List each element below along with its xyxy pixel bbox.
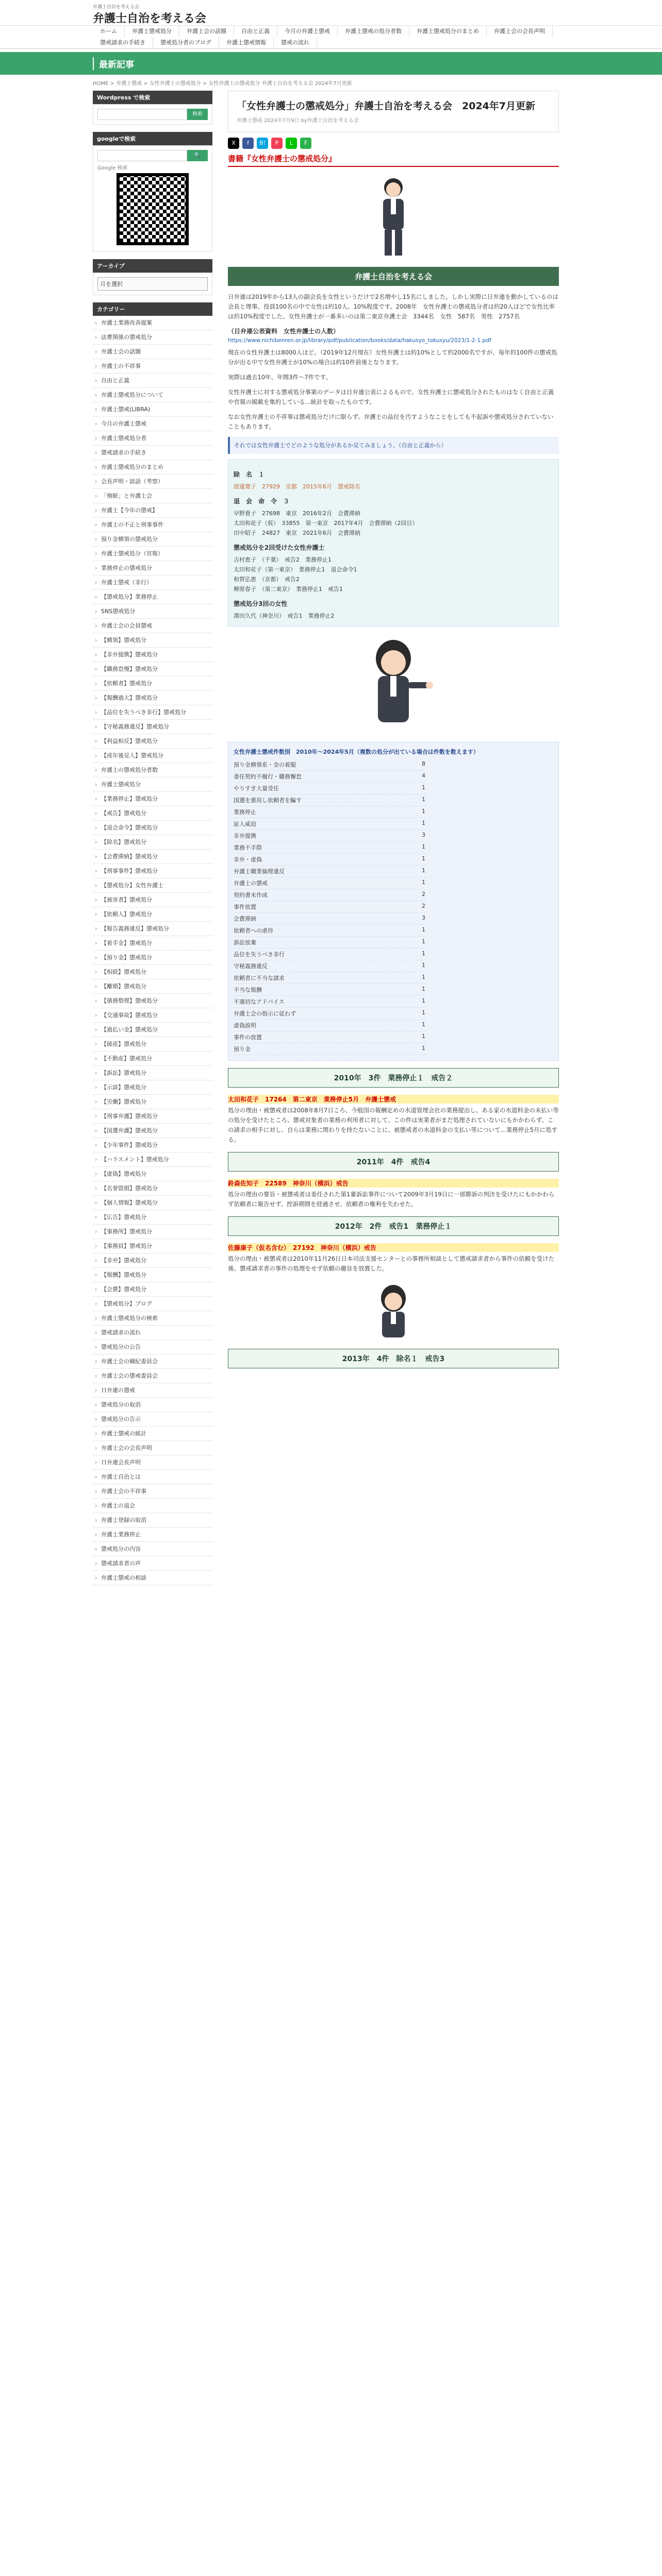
- category-item[interactable]: › 【過払い金】懲戒処分: [93, 1023, 212, 1037]
- category-item[interactable]: › 【事務所】懲戒処分: [93, 1225, 212, 1239]
- category-item[interactable]: › 懲戒処分の内容: [93, 1542, 212, 1556]
- case-type: 事件の放置: [234, 1034, 262, 1041]
- category-item[interactable]: › SNS懲戒処分: [93, 604, 212, 619]
- case-type: 不適切なアドバイス: [234, 998, 285, 1005]
- case-count-row: [234, 889, 425, 901]
- category-item[interactable]: › 【訴訟】懲戒処分: [93, 1066, 212, 1080]
- case-body: 処分の理由・被懲戒者は2008年8月7日ころ、今般国の報酬定めの水道管理会社の業務提出し、ある家の水道料金の未払い等の処分を受けたところ、懲戒対象者の業務の利用者に対して、この件は実業者がまだ処理されていないにもかかわらず、この請求の相手に対し、自らは業務に関わりを持たないことに、被懲戒者の水道料金の支払い等について...業務停止5月に処する。: [228, 1107, 559, 1143]
- woman-pointing-illustration: [228, 633, 559, 736]
- category-item[interactable]: › 弁護士懲戒の統計: [93, 1427, 212, 1441]
- case-type: 依頼者への虐待: [234, 927, 273, 934]
- nav-item[interactable]: 弁護士会の話題: [179, 26, 234, 37]
- nav-item[interactable]: 弁護士懲戒の処分者数: [338, 26, 409, 37]
- case-type: 不当な報酬: [234, 987, 262, 993]
- category-item[interactable]: › 弁護士懲戒の相談: [93, 1571, 212, 1585]
- case-type: 会費滞納: [234, 916, 256, 922]
- case-count: 1: [422, 926, 425, 933]
- case-count-row: [234, 984, 425, 996]
- category-item[interactable]: › 【虚偽】懲戒処分: [93, 1167, 212, 1181]
- nav-item[interactable]: 懲戒請求の手続き: [93, 37, 153, 48]
- paragraph-2: 現在の女性弁護士は8000人ほど。（2019年12月現在）女性弁護士は約10%として約2000名ですが、毎年約100件の懲戒処分が出る中で女性弁護士が10%の場合は約10件前後となります。: [228, 349, 557, 366]
- category-item[interactable]: › 弁護士会の会員懲戒: [93, 619, 212, 633]
- case-type: 事件放置: [234, 904, 256, 910]
- category-item[interactable]: › 今月の弁護士懲戒: [93, 417, 212, 431]
- line-icon[interactable]: L: [286, 138, 297, 149]
- category-item[interactable]: › 日弁連の懲戒: [93, 1383, 212, 1398]
- case-count: 2: [422, 891, 425, 897]
- case-type: 依頼者に不当な請求: [234, 975, 285, 981]
- feedly-icon[interactable]: F: [300, 138, 311, 149]
- case-type: 弁護士会の指示に従わず: [234, 1010, 296, 1017]
- category-item[interactable]: › 弁護士懲戒（非行）: [93, 575, 212, 590]
- category-item[interactable]: › 【品位を失うべき非行】懲戒処分: [93, 705, 212, 720]
- category-item[interactable]: › 【少年事件】懲戒処分: [93, 1138, 212, 1153]
- category-item[interactable]: › 弁護士自治とは: [93, 1470, 212, 1484]
- source-label: （日弁連公表資料 女性弁護士の人数）: [228, 328, 340, 335]
- case-type: 委任契約不履行・職務懈怠: [234, 773, 302, 780]
- category-item[interactable]: › 【債務整理】懲戒処分: [93, 994, 212, 1008]
- case-count-row: [234, 759, 425, 771]
- x-icon[interactable]: X: [228, 138, 239, 149]
- post-header: [228, 91, 559, 132]
- category-item[interactable]: › 弁護士懲戒処分者: [93, 431, 212, 446]
- category-item[interactable]: › 【非弁提携】懲戒処分: [93, 648, 212, 662]
- category-item[interactable]: › 【破産】懲戒処分: [93, 1037, 212, 1052]
- case-count: 1: [422, 1045, 425, 1052]
- category-item[interactable]: › 弁護士会の綱紀委員会: [93, 1354, 212, 1369]
- archive-widget: [93, 259, 212, 295]
- wp-search-title: Wordpress で検索: [93, 91, 212, 104]
- case-count-row: [234, 830, 425, 842]
- category-item[interactable]: › 【預り金】懲戒処分: [93, 951, 212, 965]
- google-search-title: googleで検索: [93, 132, 212, 145]
- case-count-row: [234, 842, 425, 854]
- case-heading: 佐藤康子（仮名含む） 27192 神奈川（横浜）戒告: [228, 1243, 559, 1252]
- category-item[interactable]: › 【会費滞納】懲戒処分: [93, 850, 212, 864]
- category-item[interactable]: › 【除名】懲戒処分: [93, 835, 212, 850]
- category-item[interactable]: › 懲戒請求の流れ: [93, 1326, 212, 1340]
- case-count-row: [234, 1043, 425, 1055]
- case-type: 非弁・虚偽: [234, 856, 262, 863]
- pocket-icon[interactable]: P: [271, 138, 283, 149]
- category-item[interactable]: › 弁護士懲戒(LIBRA): [93, 402, 212, 417]
- note-box: それでは女性弁護士でどのような処分があるか見てみましょう。（自由と正義から）: [228, 437, 559, 454]
- category-item[interactable]: › 弁護士の不正と刑事事件: [93, 518, 212, 532]
- category-item[interactable]: › 【非弁】懲戒処分: [93, 1253, 212, 1268]
- category-list: [93, 316, 212, 1585]
- year-heading: 2012年 2件 戒告1 業務停止１: [228, 1216, 559, 1236]
- case-type: 証人威迫: [234, 821, 256, 827]
- global-nav: [0, 26, 662, 49]
- category-item[interactable]: › 弁護士登録の取消: [93, 1513, 212, 1528]
- category-item[interactable]: › 【依頼者】懲戒処分: [93, 676, 212, 691]
- case-type: 守秘義務違反: [234, 963, 268, 970]
- case-count: 1: [422, 1009, 425, 1016]
- hatena-icon[interactable]: B!: [257, 138, 268, 149]
- woman-illustration: [228, 1280, 559, 1342]
- google-search-widget: [93, 132, 212, 252]
- category-title: カテゴリー: [93, 302, 212, 316]
- category-item[interactable]: › 【会費】懲戒処分: [93, 1282, 212, 1297]
- source-link[interactable]: https://www.nichibenren.or.jp/library/pdf/publication/books/data/hakusyo_tokusyu/2023/1-2-1.pdf: [228, 337, 491, 344]
- summary-row: 澤田久代（神奈川） 戒告1 業務停止2: [234, 613, 335, 619]
- case-count: 4: [422, 772, 425, 779]
- site-title[interactable]: 弁護士自治を考える会: [93, 12, 207, 25]
- case-count: 1: [422, 855, 425, 862]
- case-type: 品位を失うべき非行: [234, 951, 285, 958]
- category-item[interactable]: › 【報酬過大】懲戒処分: [93, 691, 212, 705]
- case-type: 非弁提携: [234, 833, 256, 839]
- category-item[interactable]: › 【着手金】懲戒処分: [93, 936, 212, 951]
- wp-search-button[interactable]: 検索: [187, 109, 208, 120]
- woman-illustration: [228, 173, 559, 261]
- category-item[interactable]: › 【懲戒処分】女性弁護士: [93, 878, 212, 893]
- case-count: 3: [422, 914, 425, 921]
- category-item[interactable]: › 弁護士の懲戒処分者数: [93, 763, 212, 777]
- case-count-row: [234, 1020, 425, 1031]
- google-search-button[interactable]: 🔍: [187, 150, 208, 161]
- category-item[interactable]: › 懲戒処分の取消: [93, 1398, 212, 1412]
- case-count: 1: [422, 820, 425, 826]
- summary-row: 和賀弘恵 （京都） 戒告2: [234, 576, 300, 583]
- google-search-input[interactable]: [97, 150, 187, 161]
- case-count: 1: [422, 974, 425, 980]
- case-count-row: [234, 806, 425, 818]
- thrice-heading: 懲戒処分3回の女性: [234, 600, 288, 607]
- case-count-row: [234, 854, 425, 866]
- category-item[interactable]: › 弁護士の不祥事: [93, 359, 212, 374]
- year-heading: 2011年 4件 戒告4: [228, 1152, 559, 1172]
- category-item[interactable]: › 【交通事故】懲戒処分: [93, 1008, 212, 1023]
- category-item[interactable]: › 弁護士懲戒処分について: [93, 388, 212, 402]
- category-item[interactable]: › 【広告】懲戒処分: [93, 1210, 212, 1225]
- category-item[interactable]: › 【刑事事件】懲戒処分: [93, 864, 212, 878]
- category-item[interactable]: › 【名誉毀損】懲戒処分: [93, 1181, 212, 1196]
- case-count: 1: [422, 938, 425, 945]
- category-item[interactable]: › 【懲戒処分】ブログ: [93, 1297, 212, 1311]
- qr-code-image: [117, 173, 189, 245]
- nav-item[interactable]: 弁護士懲戒情報: [219, 37, 274, 48]
- summary-row: 柳原春子 （第二東京） 業務停止1 戒告1: [234, 586, 343, 592]
- case-type: 弁護士の懲戒: [234, 880, 268, 887]
- category-item[interactable]: › 法曹関係の懲戒処分: [93, 330, 212, 345]
- nav-item[interactable]: 今月の弁護士懲戒: [277, 26, 338, 37]
- case-count: 1: [422, 962, 425, 969]
- category-widget: [93, 302, 212, 1585]
- category-item[interactable]: › 【離婚】懲戒処分: [93, 979, 212, 994]
- case-count-row: [234, 771, 425, 783]
- category-item[interactable]: › 【刑事弁護】懲戒処分: [93, 1109, 212, 1124]
- summary-row: 田中昭子 24827 東京 2021年6月 会費滞納: [234, 530, 360, 536]
- category-item[interactable]: › 自由と正義: [93, 374, 212, 388]
- post-title: 「女性弁護士の懲戒処分」弁護士自治を考える会 2024年7月更新: [237, 100, 536, 112]
- category-item[interactable]: › 【示談】懲戒処分: [93, 1080, 212, 1095]
- case-count: 8: [422, 760, 425, 767]
- nav-item[interactable]: 弁護士会の会長声明: [487, 26, 553, 37]
- nav-item[interactable]: 自由と正義: [234, 26, 277, 37]
- category-item[interactable]: › 【ハラスメント】懲戒処分: [93, 1153, 212, 1167]
- category-item[interactable]: › 弁護士の退会: [93, 1499, 212, 1513]
- case-count: 1: [422, 1021, 425, 1028]
- category-item[interactable]: › 【不動産】懲戒処分: [93, 1052, 212, 1066]
- category-item[interactable]: › 弁護士【今年の懲戒】: [93, 503, 212, 518]
- category-item[interactable]: › 弁護士業務改善提案: [93, 316, 212, 330]
- case-count-row: [234, 1031, 425, 1043]
- wp-search-input[interactable]: [97, 109, 187, 120]
- category-item[interactable]: › 【職務怠慢】懲戒処分: [93, 662, 212, 676]
- category-item[interactable]: › 【相続】懲戒処分: [93, 965, 212, 979]
- case-count-row: [234, 783, 425, 794]
- case-count-row: [234, 913, 425, 925]
- case-count: 2: [422, 903, 425, 909]
- case-count: 1: [422, 879, 425, 886]
- main-content: [228, 91, 559, 1592]
- post-meta: 弁護士懲戒 2024年7月9日 by弁護士自治を考える会: [237, 118, 359, 124]
- nav-item[interactable]: ホーム: [93, 26, 125, 37]
- paragraph-5: なお女性弁護士の不祥事は懲戒処分だけに限らず、弁護士の品位を汚すようなことをしても不起訴や懲戒処分されていないこともあります。: [228, 413, 554, 430]
- category-item[interactable]: › 【退会命令】懲戒処分: [93, 821, 212, 835]
- nav-item[interactable]: 懲戒処分者のブログ: [153, 37, 219, 48]
- category-item[interactable]: › 懲戒請求者の声: [93, 1556, 212, 1571]
- banner-label: 最新記事: [93, 57, 134, 70]
- category-item[interactable]: › 業務停止の懲戒処分: [93, 561, 212, 575]
- category-item[interactable]: › 懲戒処分の公告: [93, 1340, 212, 1354]
- share-buttons: [228, 138, 559, 149]
- facebook-icon[interactable]: f: [242, 138, 254, 149]
- case-count-row: [234, 866, 425, 877]
- expulsion-entry: 渡邊寛子 27929 京都 2015年6月 懲戒除名: [234, 483, 360, 490]
- case-count-row: [234, 996, 425, 1008]
- nav-item[interactable]: 弁護士懲戒処分: [125, 26, 179, 37]
- case-count: 1: [422, 986, 425, 992]
- case-count-row: [234, 794, 425, 806]
- category-item[interactable]: › 【被害者】懲戒処分: [93, 893, 212, 907]
- case-type: 預り金: [234, 1046, 251, 1053]
- year-heading: 2013年 4件 除名１ 戒告3: [228, 1349, 559, 1368]
- withdrawal-heading: 退 会 命 令 ３: [234, 498, 290, 505]
- breadcrumb[interactable]: HOME > 弁護士懲戒 > 女性弁護士の懲戒処分 > 女性弁護士の懲戒処分 弁護士自治を考える会 2024年7月更新: [93, 81, 352, 87]
- category-item[interactable]: › 【成年後見人】懲戒処分: [93, 749, 212, 763]
- archive-select[interactable]: 月を選択: [97, 277, 208, 291]
- case-count-row: [234, 960, 425, 972]
- site-header: [0, 0, 662, 26]
- case-count-row: [234, 925, 425, 937]
- case-count: 1: [422, 1033, 425, 1040]
- category-item[interactable]: › 【個人情報】懲戒処分: [93, 1196, 212, 1210]
- case-type: 訴訟放棄: [234, 939, 256, 946]
- case-count-row: [234, 901, 425, 913]
- category-item[interactable]: › 【横領】懲戒処分: [93, 633, 212, 648]
- category-item[interactable]: › 弁護士懲戒処分のまとめ: [93, 460, 212, 474]
- category-item[interactable]: › 弁護士業務停止: [93, 1528, 212, 1542]
- case-count-row: [234, 1008, 425, 1020]
- case-count: 1: [422, 784, 425, 791]
- twice-heading: 懲戒処分を2回受けた女性弁護士: [234, 544, 325, 551]
- case-count: 1: [422, 843, 425, 850]
- latest-banner: [0, 52, 662, 75]
- intro-paragraph: 日弁連は2019年から13人の副会長を女性というだけで2名増やし15名にしました。しかし実際に日弁連を動かしているのは会長と理事、役員100名の中で女性は約10人、10%程度です。2008年 女性弁護士の懲戒処分者は約20人ほどで女性比率は約10%程度でした。女性弁護士が一番多いのは第二東京弁護士会 3344名 女性 587名 男性 2757名: [228, 293, 558, 320]
- case-body: 処分の理由の要旨・被懲戒者は委任された第1審訴訟事件について2009年3月19日に一部勝訴の判決を受けたにもかかわらず依頼者に報告せず、控訴期間を経過させ、依頼者の権利を失わせた。: [228, 1191, 555, 1208]
- case-count-row: [234, 818, 425, 830]
- sidebar: [93, 91, 212, 1592]
- category-item[interactable]: › 会長声明・談話（考察）: [93, 474, 212, 489]
- category-item[interactable]: › 弁護士会の会長声明: [93, 1441, 212, 1455]
- category-item[interactable]: › 【守秘義務違反】懲戒処分: [93, 720, 212, 734]
- summary-row: 早野貴子 27698 東京 2016年2月 会費滞納: [234, 510, 360, 517]
- category-item[interactable]: › 懲戒請求の手続き: [93, 446, 212, 460]
- category-item[interactable]: › 弁護士会の懲戒委員会: [93, 1369, 212, 1383]
- category-item[interactable]: › 【事務員】懲戒処分: [93, 1239, 212, 1253]
- category-item[interactable]: › 弁護士懲戒処分の検索: [93, 1311, 212, 1326]
- case-type: 虚偽説明: [234, 1022, 256, 1029]
- category-item[interactable]: › 弁護士会の話題: [93, 345, 212, 359]
- case-count: 1: [422, 867, 425, 874]
- paragraph-3: 実際は過去10年、年間3件〜7件です。: [228, 374, 332, 381]
- category-item[interactable]: › 弁護士懲戒処分: [93, 777, 212, 792]
- case-body: 処分の理由・被懲戒者は2010年11月26日日本司法支援センターとの事務所相談として懲戒請求者から事件の依頼を受けた後、懲戒請求者の事件の処理をせず依頼の趣旨を放置した。: [228, 1255, 555, 1272]
- case-count: 1: [422, 950, 425, 957]
- category-item[interactable]: › 懲戒処分の告示: [93, 1412, 212, 1427]
- case-type: やりすぎ大量受任: [234, 785, 279, 792]
- case-count: 1: [422, 796, 425, 803]
- case-type: 契約書未作成: [234, 892, 268, 899]
- category-item[interactable]: › 【戒告】懲戒処分: [93, 806, 212, 821]
- category-item[interactable]: › 日弁連会長声明: [93, 1455, 212, 1470]
- category-item[interactable]: › 【利益相反】懲戒処分: [93, 734, 212, 749]
- category-item[interactable]: › 【業務停止】懲戒処分: [93, 792, 212, 806]
- year-heading: 2010年 3件 業務停止１ 戒告２: [228, 1068, 559, 1088]
- archive-title: アーカイブ: [93, 259, 212, 273]
- lead-heading: 書籍『女性弁護士の懲戒処分』: [228, 153, 559, 167]
- summary-row: 吉村恵子 （千葉） 戒告2 業務停止1: [234, 556, 332, 563]
- category-item[interactable]: › 預り金横領の懲戒処分: [93, 532, 212, 547]
- summary-row: 太田和花子（第一東京） 業務停止1 退会命令1: [234, 566, 357, 573]
- nav-item[interactable]: 懲戒の流れ: [274, 37, 317, 48]
- case-type: 国選を悪用し依頼者を騙す: [234, 797, 302, 804]
- case-count: 1: [422, 997, 425, 1004]
- case-count: 3: [422, 832, 425, 838]
- site-tagline: 弁護士自治を考える会: [93, 5, 140, 10]
- paragraph-4: 女性弁護士に対する懲戒処分事案のデータは日弁連公表によるもので、女性弁護士に懲戒処分されたものはなく自由と正義や官報の掲載を集約している...統計を取ったものです。: [228, 388, 554, 405]
- category-item[interactable]: › 【労働】懲戒処分: [93, 1095, 212, 1109]
- category-item[interactable]: › 【報酬】懲戒処分: [93, 1268, 212, 1282]
- summary-box: [228, 459, 559, 626]
- case-count-row: [234, 972, 425, 984]
- case-count-row: [234, 877, 425, 889]
- case-count-row: [234, 937, 425, 948]
- category-item[interactable]: › 【報告義務違反】懲戒処分: [93, 922, 212, 936]
- category-item[interactable]: › 弁護士会の不祥事: [93, 1484, 212, 1499]
- case-type: 弁護士職業倫理違反: [234, 868, 285, 875]
- category-item[interactable]: › 【依頼人】懲戒処分: [93, 907, 212, 922]
- case-count-row: [234, 948, 425, 960]
- case-type: 預り金横領系・金の着服: [234, 761, 296, 768]
- category-item[interactable]: › 【国選弁護】懲戒処分: [93, 1124, 212, 1138]
- case-type: 業務停止: [234, 809, 256, 816]
- expulsion-heading: 除 名 １: [234, 471, 265, 478]
- summary-row: 太田和花子（仮） 33855 第一東京 2017年4月 会費滞納（2回目）: [234, 520, 418, 527]
- case-heading: 鈴森佐知子 22589 神奈川（横浜）戒告: [228, 1179, 559, 1188]
- case-count-title: 女性弁護士懲戒件数別 2010年〜2024年5月（複数の処分が出ている場合は件数を数えます）: [234, 749, 479, 755]
- section-heading: 弁護士自治を考える会: [228, 267, 559, 286]
- category-item[interactable]: › 弁護士懲戒処分（官報）: [93, 547, 212, 561]
- wp-search-widget: [93, 91, 212, 125]
- category-item[interactable]: › 【懲戒処分】業務停止: [93, 590, 212, 604]
- case-heading: 太田和花子 17264 第二東京 業務停止5月 弁護士懲戒: [228, 1095, 559, 1104]
- case-count-box: [228, 742, 559, 1061]
- google-label: Google 検索: [97, 165, 128, 171]
- nav-item[interactable]: 弁護士懲戒処分のまとめ: [409, 26, 487, 37]
- case-count: 1: [422, 808, 425, 815]
- case-type: 業務不手際: [234, 844, 262, 851]
- category-item[interactable]: › 「惰眠」と弁護士会: [93, 489, 212, 503]
